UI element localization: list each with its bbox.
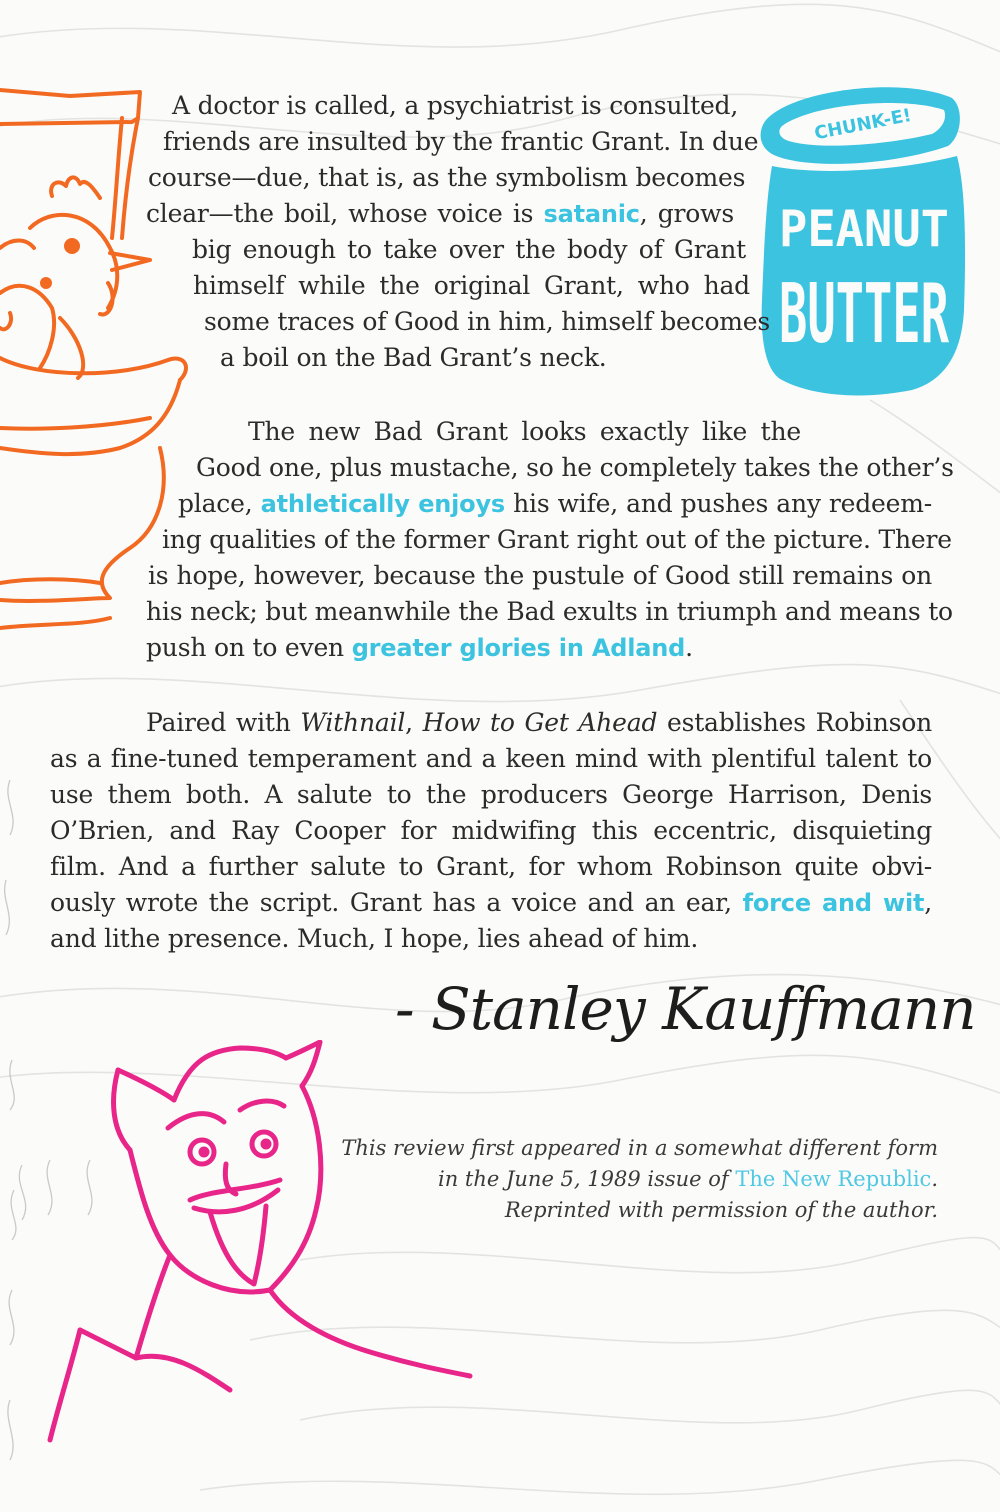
p3-line-2: as a fine-tuned temperament and a keen mind with plentiful talent to — [50, 744, 932, 773]
jar-label-butter: BUTTER — [779, 267, 950, 362]
p3-line-3: use them both. A salute to the producers George Harrison, Denis — [50, 780, 932, 809]
p1-line-2: friends are insulted by the frantic Grant. In due — [163, 127, 759, 156]
p2-line-3: place, athletically enjoys his wife, and pushes any redeem- — [178, 489, 932, 518]
p2-line-6: his neck; but meanwhile the Bad exults in triumph and means to — [146, 597, 953, 626]
p1-line-7: some traces of Good in him, himself becomes — [204, 307, 771, 336]
p2-line-7: push on to even greater glories in Adland. — [146, 633, 693, 662]
p2-line-4: ing qualities of the former Grant right out of the picture. There — [162, 525, 952, 554]
credit-line-1: This review first appeared in a somewhat different form — [341, 1136, 938, 1160]
peanut-butter-jar-illustration — [752, 80, 977, 410]
p2-line-5: is hope, however, because the pustule of Good still remains on — [148, 561, 932, 590]
p1-line-4: clear—the boil, whose voice is satanic, grows — [146, 199, 734, 228]
p2-line-2: Good one, plus mustache, so he completely takes the other’s — [196, 453, 954, 482]
jar-label-peanut: PEANUT — [779, 200, 949, 258]
p3-line-1: Paired with Withnail, How to Get Ahead establishes Robinson — [146, 708, 932, 737]
p2-line-1: The new Bad Grant looks exactly like the — [248, 417, 801, 446]
credit-line-2: in the June 5, 1989 issue of The New Republic. — [438, 1167, 938, 1191]
p3-line-6: ously wrote the script. Grant has a voice and an ear, force and wit, — [50, 888, 932, 917]
p1-line-5: big enough to take over the body of Grant — [192, 235, 746, 264]
jar-lid-text: CHUNK-E! — [812, 104, 914, 145]
credit-line-3: Reprinted with permission of the author. — [504, 1198, 938, 1222]
p3-line-5: film. And a further salute to Grant, for whom Robinson quite obvi- — [50, 852, 932, 881]
p1-line-1: A doctor is called, a psychiatrist is consulted, — [172, 91, 739, 120]
title-how-to-get-ahead: How to Get Ahead — [422, 708, 658, 737]
p1-line-8: a boil on the Bad Grant’s neck. — [220, 343, 607, 372]
publication-link[interactable]: The New Republic — [735, 1167, 932, 1191]
highlight-force-and-wit: force and wit — [742, 889, 925, 917]
p3-line-4: O’Brien, and Ray Cooper for midwifing this eccentric, disquieting — [50, 816, 932, 845]
author-signature: - Stanley Kauffmann — [395, 975, 976, 1043]
title-withnail: Withnail — [300, 708, 406, 737]
highlight-athletically-enjoys: athletically enjoys — [260, 490, 506, 518]
highlight-greater-glories: greater glories in Adland — [351, 634, 686, 662]
highlight-satanic: satanic — [543, 200, 640, 228]
p3-line-7: and lithe presence. Much, I hope, lies ahead of him. — [50, 924, 699, 953]
devil-face-illustration — [40, 1040, 480, 1480]
p1-line-6: himself while the original Grant, who had — [193, 271, 750, 300]
p1-line-3: course—due, that is, as the symbolism becomes — [148, 163, 746, 192]
